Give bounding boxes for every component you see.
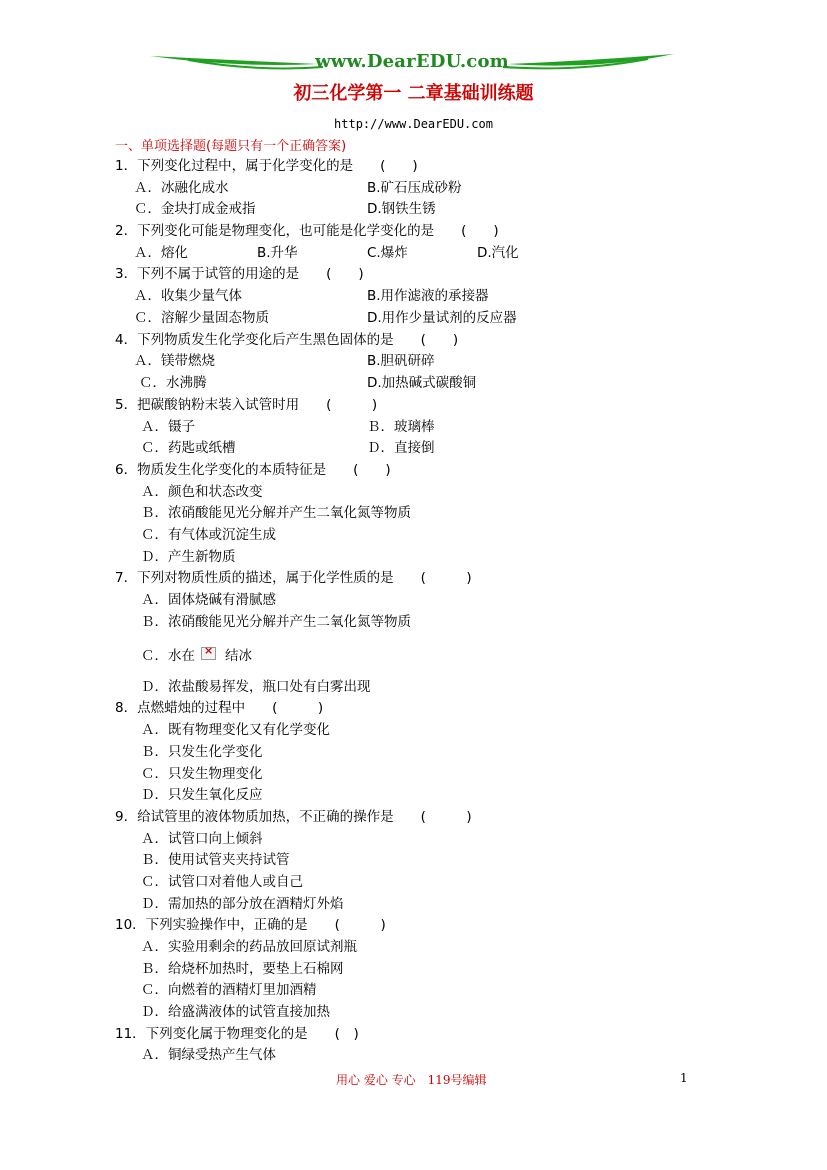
option-4b: B.胆矾研碎 [367,353,435,369]
option-2a: Ａ．熔化 [134,245,188,261]
option-2c: C.爆炸 [367,245,408,261]
option-10a: Ａ．实验用剩余的药品放回原试剂瓶 [141,939,357,955]
option-11a: Ａ．铜绿受热产生气体 [141,1047,276,1063]
option-4a: Ａ．镁带燃烧 [134,353,215,369]
option-8a: Ａ．既有物理变化又有化学变化 [141,722,330,738]
page-number: 1 [680,1071,688,1085]
question-7: 7．下列对物质性质的描述，属于化学性质的是 ( ) [115,570,472,586]
option-2d: D.汽化 [477,245,519,261]
option-3d: D.用作少量试剂的反应器 [367,310,517,326]
broken-image-icon: × [201,647,216,660]
option-9a: Ａ．试管口向上倾斜 [141,831,263,847]
document-url: http://www.DearEDU.com [334,117,493,131]
option-4c: Ｃ．水沸腾 [139,375,207,391]
question-5: 5．把碳酸钠粉末装入试管时用 ( ) [115,397,378,413]
option-7a: Ａ．固体烧碱有滑腻感 [141,592,276,608]
option-7d: Ｄ．浓盐酸易挥发，瓶口处有白雾出现 [141,679,371,695]
option-5d: Ｄ．直接倒 [367,440,435,456]
option-1d: D.钢铁生锈 [367,201,436,217]
option-5c: Ｃ．药匙或纸槽 [141,440,236,456]
option-7c: Ｃ．水在 [141,648,195,664]
option-2b: B.升华 [257,245,298,261]
question-1: 1．下列变化过程中，属于化学变化的是 ( ) [115,158,418,174]
option-6a: Ａ．颜色和状态改变 [141,484,263,500]
section-title: 一、单项选择题(每题只有一个正确答案) [115,139,347,154]
option-6b: Ｂ．浓硝酸能见光分解并产生二氧化氮等物质 [141,505,411,521]
option-10c: Ｃ．向燃着的酒精灯里加酒精 [141,982,317,998]
option-6c: Ｃ．有气体或沉淀生成 [141,527,276,543]
question-10: 10．下列实验操作中，正确的是 ( ) [115,917,386,933]
option-10b: Ｂ．给烧杯加热时，要垫上石棉网 [141,961,344,977]
question-9: 9．给试管里的液体物质加热，不正确的操作是 ( ) [115,809,472,825]
question-4: 4．下列物质发生化学变化后产生黑色固体的是 ( ) [115,332,459,348]
option-7b: Ｂ．浓硝酸能见光分解并产生二氧化氮等物质 [141,614,411,630]
site-name: www.DearEDU.com [315,51,509,72]
option-8b: Ｂ．只发生化学变化 [141,744,263,760]
option-9c: Ｃ．试管口对着他人或自己 [141,874,303,890]
option-4d: D.加热碱式碳酸铜 [367,375,477,391]
option-9b: Ｂ．使用试管夹夹持试管 [141,852,290,868]
question-8: 8．点燃蜡烛的过程中 ( ) [115,700,324,716]
option-9d: Ｄ．需加热的部分放在酒精灯外焰 [141,896,344,912]
option-6d: Ｄ．产生新物质 [141,549,236,565]
document-title: 初三化学第一 二章基础训练题 [293,83,534,104]
option-10d: Ｄ．给盛满液体的试管直接加热 [141,1004,330,1020]
option-7c-tail: 结冰 [225,648,252,664]
question-11: 11．下列变化属于物理变化的是 ( ) [115,1026,359,1042]
option-5a: Ａ．镊子 [141,419,195,435]
option-1a: Ａ．冰融化成水 [134,180,229,196]
option-3a: Ａ．收集少量气体 [134,288,242,304]
option-3c: Ｃ．溶解少量固态物质 [134,310,269,326]
option-8c: Ｃ．只发生物理变化 [141,766,263,782]
option-8d: Ｄ．只发生氧化反应 [141,787,263,803]
question-6: 6．物质发生化学变化的本质特征是 ( ) [115,462,391,478]
option-5b: Ｂ．玻璃棒 [367,419,435,435]
question-3: 3．下列不属于试管的用途的是 ( ) [115,266,364,282]
option-1b: B.矿石压成砂粉 [367,180,462,196]
option-1c: Ｃ．金块打成金戒指 [134,201,256,217]
page-footer: 用心 爱心 专心 119号编辑 [336,1073,487,1087]
question-2: 2．下列变化可能是物理变化，也可能是化学变化的是 ( ) [115,223,499,239]
option-3b: B.用作滤液的承接器 [367,288,489,304]
header-banner [148,50,676,78]
